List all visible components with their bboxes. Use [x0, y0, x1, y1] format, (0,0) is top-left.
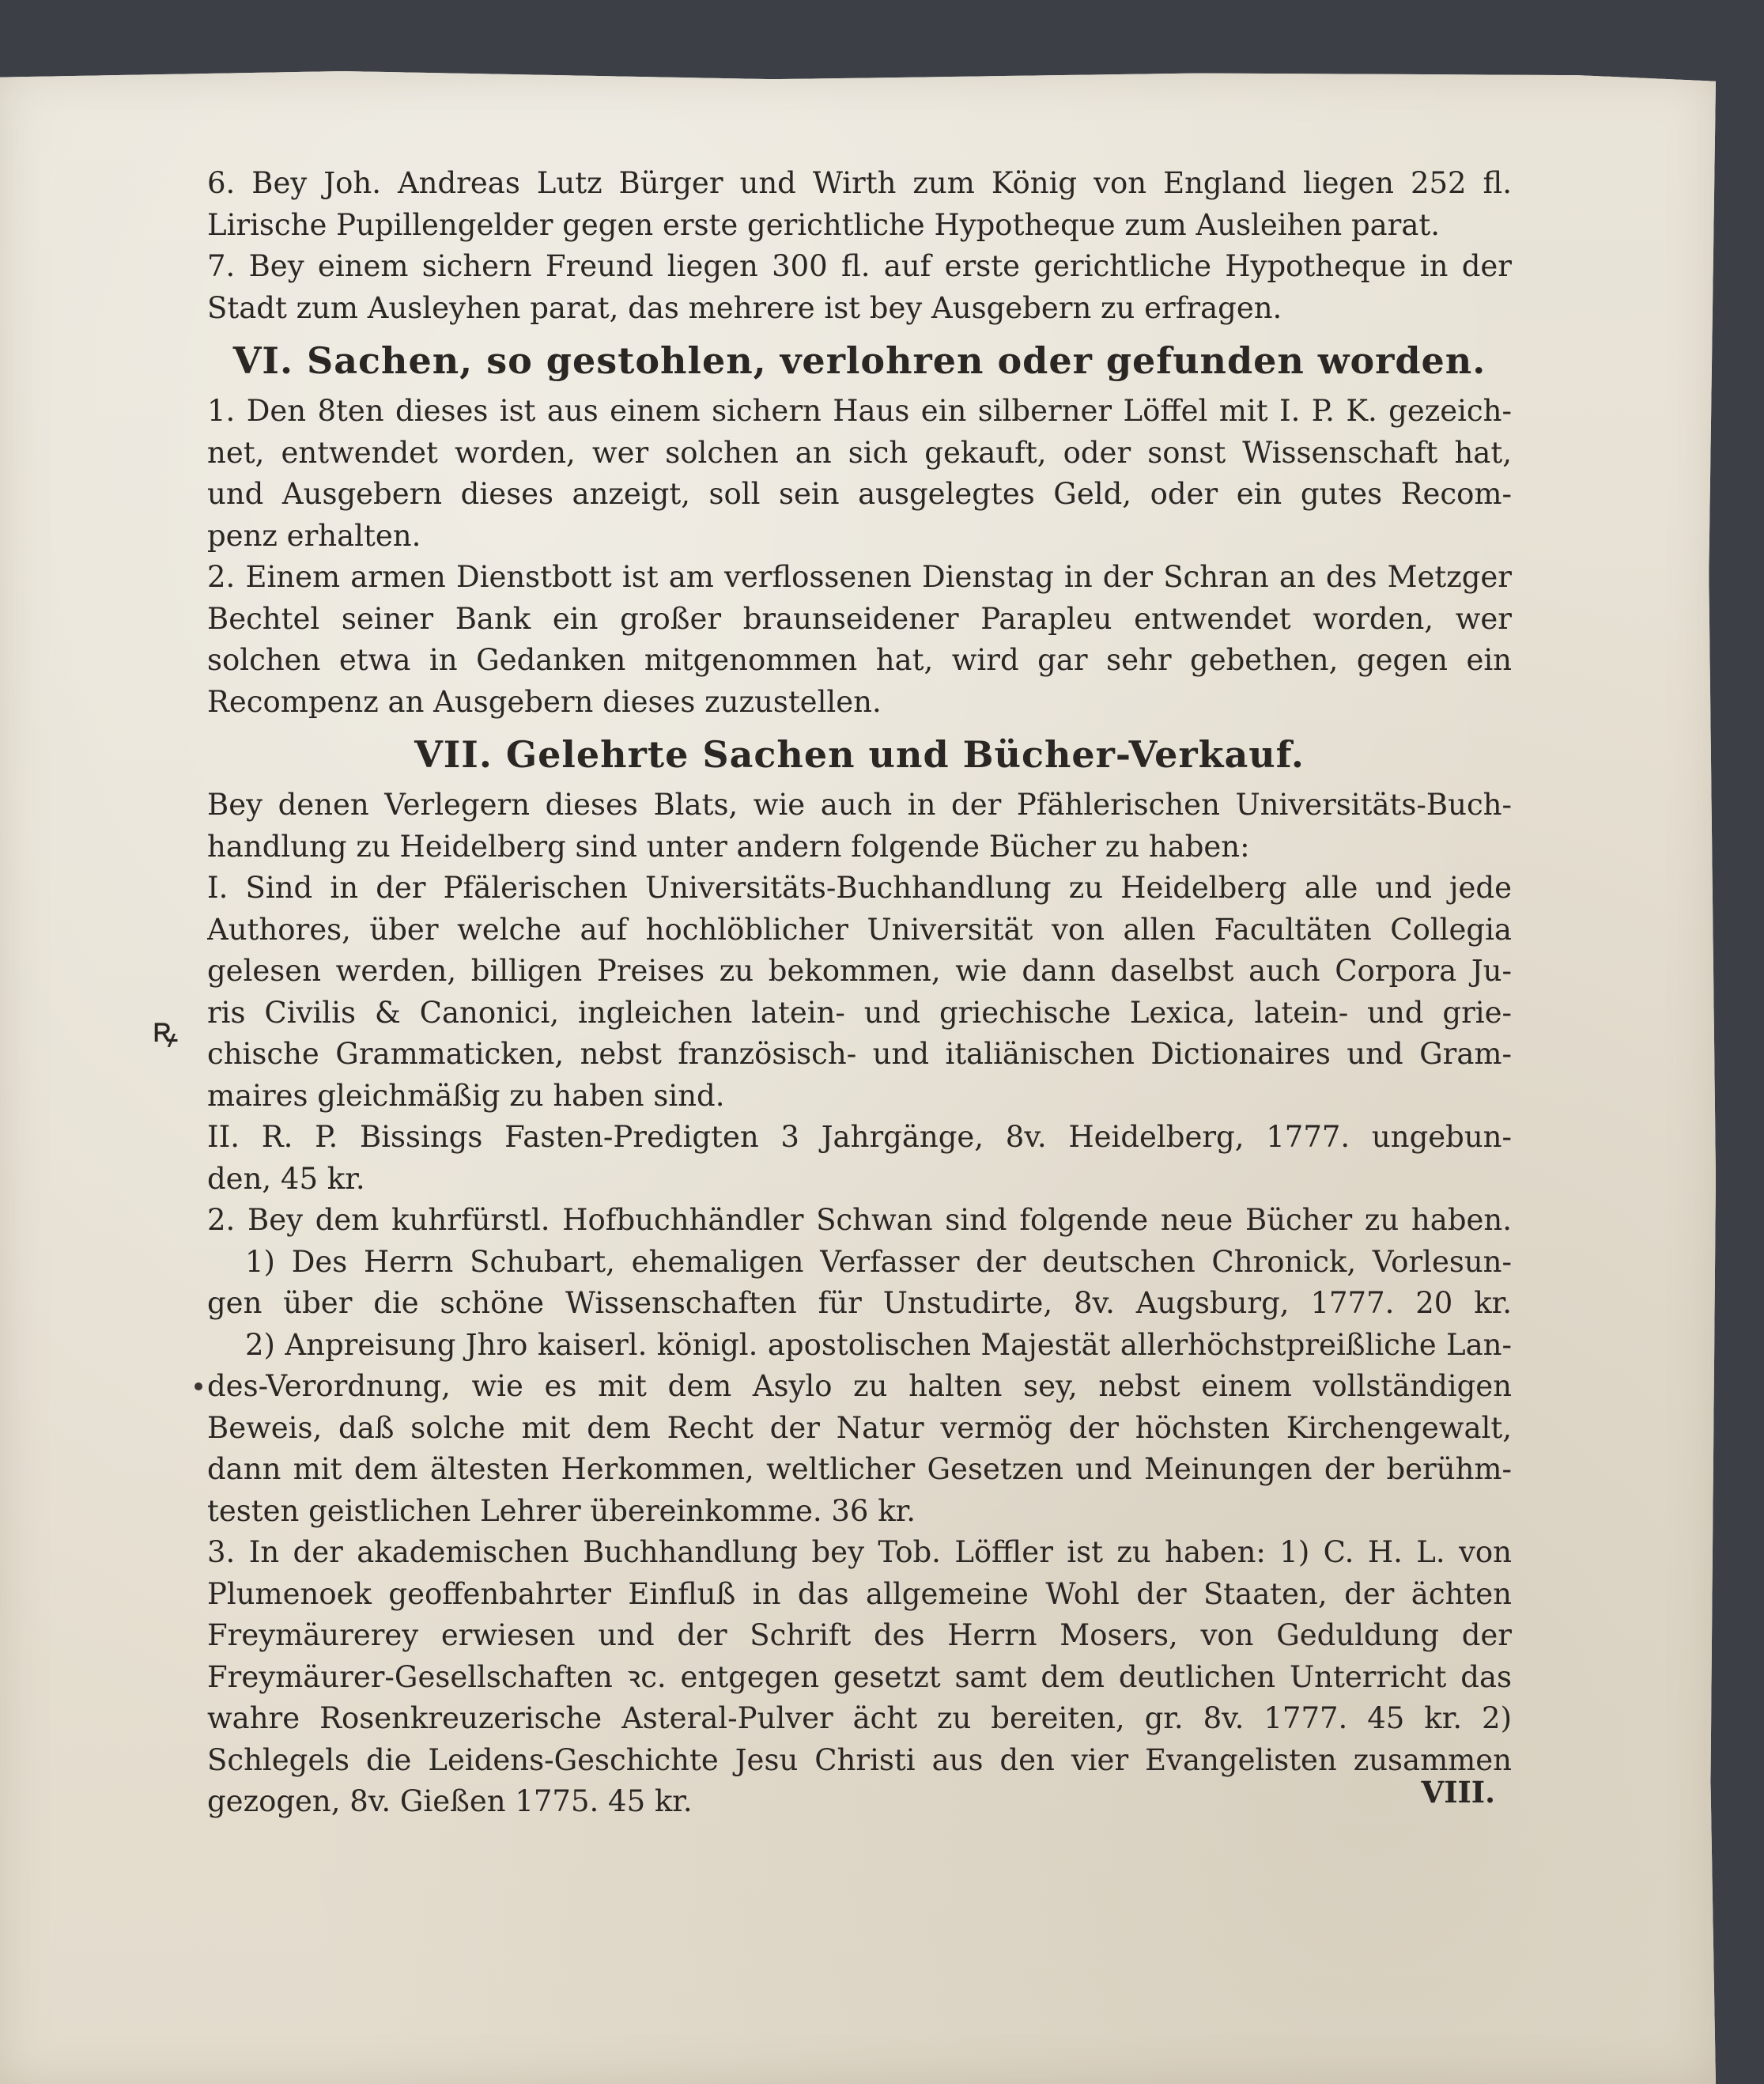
- text-line: 3. In der akademischen Buchhandlung bey Tob. Löffler ist zu haben: 1) C. H. L. von: [207, 1535, 1512, 1569]
- text-line: Recompenz an Ausgebern dieses zuzustellen.: [207, 684, 882, 719]
- text-line: 1) Des Herrn Schubart, ehemaligen Verfasser der deutschen Chronick, Vorlesun-: [245, 1244, 1512, 1279]
- text-line: II. R. P. Bissings Fasten-Predigten 3 Jahrgänge, 8v. Heidelberg, 1777. ungebun-: [207, 1120, 1512, 1154]
- text-line: und Ausgebern dieses anzeigt, soll sein ausgelegtes Geld, oder ein gutes Recom-: [207, 477, 1512, 511]
- text-line: Freymäurer-Gesellschaften ꝛc. entgegen gesetzt samt dem deutlichen Unterricht das: [207, 1659, 1512, 1694]
- text-line: 6. Bey Joh. Andreas Lutz Bürger und Wirth zum König von England liegen 252 fl.: [207, 166, 1512, 200]
- page-body: [207, 163, 1512, 1823]
- text-line: handlung zu Heidelberg sind unter andern folgende Bücher zu haben:: [207, 829, 1250, 864]
- text-line: ris Civilis & Canonici, ingleichen latein- und griechische Lexica, latein- und grie-: [207, 995, 1512, 1030]
- text-line: dann mit dem ältesten Herkommen, weltlicher Gesetzen und Meinungen der berühm-: [207, 1452, 1512, 1486]
- text-line: 1. Den 8ten dieses ist aus einem sichern Haus ein silberner Löffel mit I. P. K. gezeich-: [207, 394, 1512, 428]
- text-line: gelesen werden, billigen Preises zu bekommen, wie dann daselbst auch Corpora Ju-: [207, 954, 1512, 988]
- text-line: I. Sind in der Pfälerischen Universitäts-Buchhandlung zu Heidelberg alle und jede: [207, 871, 1512, 905]
- text-line: testen geistlichen Lehrer übereinkomme. 36 kr.: [207, 1493, 916, 1528]
- text-line: maires gleichmäßig zu haben sind.: [207, 1078, 725, 1113]
- text-line: gen über die schöne Wissenschaften für Unstudirte, 8v. Augsburg, 1777. 20 kr.: [207, 1286, 1512, 1320]
- heading-section-vi: VI. Sachen, so gestohlen, verlohren oder gefunden worden.: [232, 339, 1486, 382]
- text-line: chische Grammaticken, nebst französisch- und italiänischen Dictionaires und Gram-: [207, 1037, 1512, 1071]
- text-line: Authores, über welche auf hochlöblicher Universität von allen Facultäten Collegia: [207, 912, 1512, 947]
- margin-mark: ꝶ: [152, 1010, 179, 1050]
- heading-section-vii: VII. Gelehrte Sachen und Bücher-Verkauf.: [414, 733, 1305, 776]
- text-line: des-Verordnung, wie es mit dem Asylo zu halten sey, nebst einem vollständigen: [207, 1369, 1512, 1403]
- text-line: Plumenoek geoffenbahrter Einfluß in das allgemeine Wohl der Staaten, der ächten: [207, 1576, 1512, 1611]
- text-line: Schlegels die Leidens-Geschichte Jesu Christi aus den vier Evangelisten zusammen: [207, 1742, 1512, 1777]
- text-line: 7. Bey einem sichern Freund liegen 300 fl. auf erste gerichtliche Hypotheque in der: [207, 249, 1512, 283]
- ink-speck: [195, 1382, 202, 1390]
- text-line: wahre Rosenkreuzerische Asteral-Pulver ächt zu bereiten, gr. 8v. 1777. 45 kr. 2): [207, 1701, 1512, 1735]
- text-line: 2) Anpreisung Jhro kaiserl. königl. apostolischen Majestät allerhöchstpreißliche Lan-: [245, 1327, 1512, 1362]
- text-line: Bechtel seiner Bank ein großer braunseidener Parapleu entwendet worden, wer: [207, 601, 1512, 636]
- text-line: Stadt zum Ausleyhen parat, das mehrere ist bey Ausgebern zu erfragen.: [207, 290, 1282, 325]
- text-line: gezogen, 8v. Gießen 1775. 45 kr.: [207, 1784, 693, 1818]
- text-line: 2. Einem armen Dienstbott ist am verflossenen Dienstag in der Schran an des Metzger: [207, 560, 1512, 594]
- text-line: 2. Bey dem kuhrfürstl. Hofbuchhändler Schwan sind folgende neue Bücher zu haben.: [207, 1203, 1512, 1237]
- section-vi: [207, 391, 1512, 723]
- text-line: Freymäurerey erwiesen und der Schrift des Herrn Mosers, von Geduldung der: [207, 1618, 1512, 1652]
- text-line: solchen etwa in Gedanken mitgenommen hat, wird gar sehr gebethen, gegen ein: [207, 643, 1512, 677]
- text-line: Lirische Pupillengelder gegen erste gerichtliche Hypotheque zum Ausleihen parat.: [207, 207, 1441, 242]
- text-line: Beweis, daß solche mit dem Recht der Natur vermög der höchsten Kirchengewalt,: [207, 1410, 1512, 1445]
- text-line: penz erhalten.: [207, 518, 421, 553]
- section-v-continuation: [207, 163, 1512, 329]
- text-line: net, entwendet worden, wer solchen an sich gekauft, oder sonst Wissenschaft hat,: [207, 435, 1512, 470]
- section-vii: [207, 785, 1512, 1823]
- catchword: VIII.: [1421, 1775, 1495, 1810]
- text-line: Bey denen Verlegern dieses Blats, wie auch in der Pfählerischen Universitäts-Buch-: [207, 788, 1512, 822]
- text-line: den, 45 kr.: [207, 1161, 365, 1196]
